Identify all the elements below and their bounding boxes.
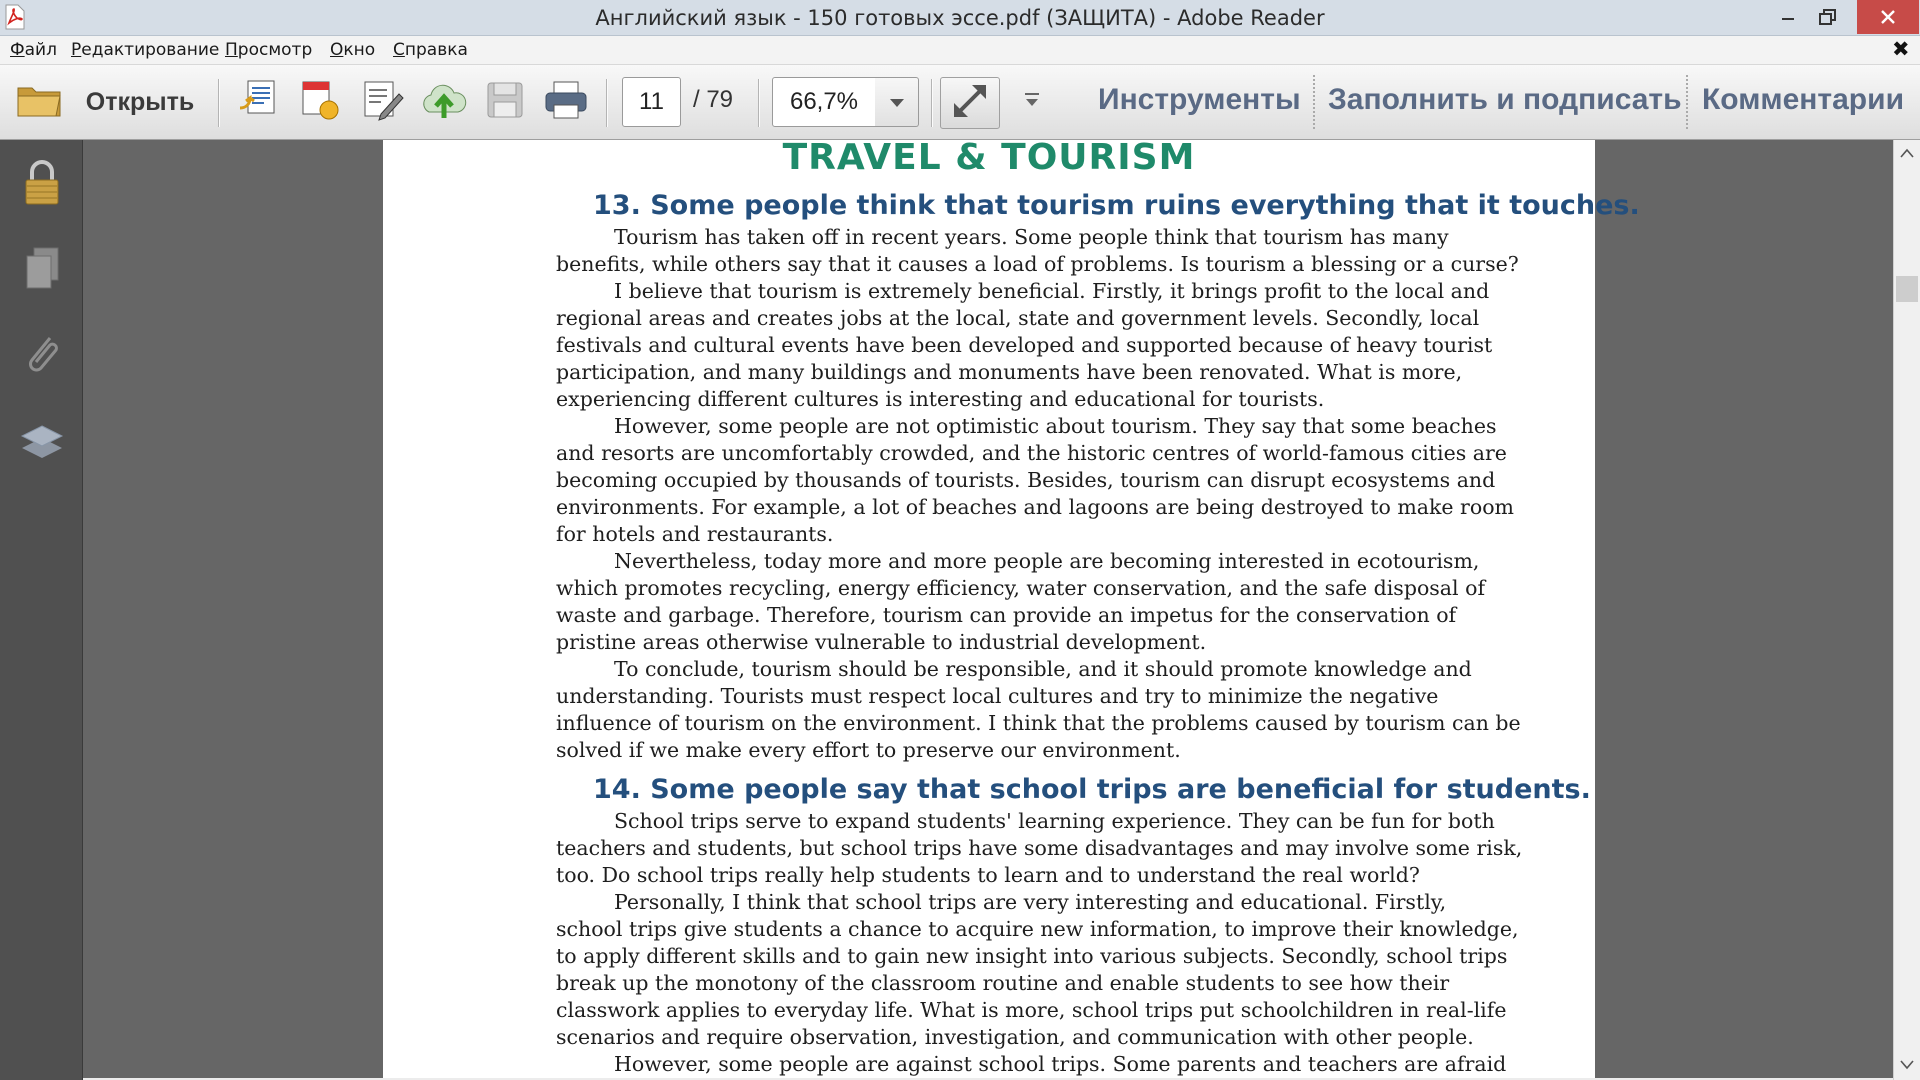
essay-line: teachers and students, but school trips have some disadvantages and may involve some risk, bbox=[556, 836, 1523, 860]
menu-window[interactable]: Окно bbox=[330, 40, 376, 60]
close-window-button[interactable] bbox=[1857, 0, 1919, 34]
menu-file[interactable]: Файл bbox=[10, 40, 57, 60]
scrollbar-thumb[interactable] bbox=[1896, 276, 1918, 302]
comments-link[interactable]: Комментарии bbox=[1702, 83, 1905, 116]
save-button[interactable] bbox=[480, 79, 530, 125]
essay-line: becoming occupied by thousands of tourists. Besides, tourism can disrupt ecosystems and bbox=[556, 468, 1496, 492]
restore-button[interactable] bbox=[1810, 0, 1846, 34]
page-number-input[interactable]: 11 bbox=[622, 77, 681, 127]
essay-line: Personally, I think that school trips are very interesting and educational. Firstly, bbox=[614, 890, 1447, 914]
edit-pdf-button[interactable] bbox=[357, 79, 407, 125]
expand-arrows-icon bbox=[950, 81, 990, 125]
layers-icon[interactable] bbox=[17, 414, 67, 466]
floppy-disk-icon bbox=[483, 78, 527, 126]
edit-document-icon bbox=[359, 78, 405, 126]
upload-button[interactable] bbox=[418, 79, 470, 125]
essay-line: However, some people are not optimistic about tourism. They say that some beaches bbox=[614, 414, 1497, 438]
fill-and-sign-link[interactable]: Заполнить и подписать bbox=[1328, 83, 1682, 116]
essay-line: scenarios and require observation, investigation, and communication with other people. bbox=[556, 1025, 1474, 1049]
essay-line: participation, and many buildings and monuments have been renovated. What is more, bbox=[556, 360, 1463, 384]
essay-line: too. Do school trips really help students to learn and to understand the real world? bbox=[556, 863, 1420, 887]
essay-line: experiencing different cultures is interesting and educational for tourists. bbox=[556, 387, 1325, 411]
essay-line: influence of tourism on the environment. I think that the problems caused by tourism can be bbox=[556, 711, 1521, 735]
scroll-down-icon[interactable] bbox=[1900, 1058, 1914, 1072]
tools-pane-link[interactable]: Инструменты bbox=[1098, 83, 1301, 116]
zoom-input[interactable]: 66,7% bbox=[772, 77, 876, 127]
full-screen-button[interactable] bbox=[940, 77, 1000, 129]
essay-line: pristine areas otherwise vulnerable to industrial development. bbox=[556, 630, 1207, 654]
essay-line: I believe that tourism is extremely beneficial. Firstly, it brings profit to the local and bbox=[614, 279, 1490, 303]
essay-line: break up the monotony of the classroom routine and enable students to see how their bbox=[556, 971, 1450, 995]
menu-help[interactable]: Справка bbox=[393, 40, 468, 60]
essay-line: understanding. Tourists must respect local cultures and try to minimize the negative bbox=[556, 684, 1439, 708]
close-document-icon[interactable]: ✖ bbox=[1892, 37, 1910, 61]
section-title: TRAVEL & TOURISM bbox=[782, 140, 1196, 178]
create-pdf-button[interactable] bbox=[234, 79, 284, 125]
essay-line: School trips serve to expand students' learning experience. They can be fun for both bbox=[614, 809, 1495, 833]
print-button[interactable] bbox=[540, 79, 592, 125]
essay-line: which promotes recycling, energy efficiency, water conservation, and the safe disposal of bbox=[556, 576, 1486, 600]
essay-line: waste and garbage. Therefore, tourism can provide an impetus for the conservation of bbox=[556, 603, 1457, 627]
printer-icon bbox=[542, 78, 590, 126]
essay-line: for hotels and restaurants. bbox=[556, 522, 834, 546]
essay-line: regional areas and creates jobs at the local, state and government levels. Secondly, local bbox=[556, 306, 1480, 330]
export-pdf-button[interactable] bbox=[295, 79, 345, 125]
lock-icon[interactable] bbox=[17, 156, 67, 208]
scroll-up-icon[interactable] bbox=[1900, 146, 1914, 160]
dropdown-menu-icon bbox=[1023, 91, 1041, 113]
toolbar-options-button[interactable] bbox=[1016, 79, 1048, 125]
navigation-pane bbox=[0, 140, 83, 1080]
create-pdf-icon bbox=[236, 78, 282, 126]
essay-line: benefits, while others say that it causes a load of problems. Is tourism a blessing or a curse? bbox=[556, 252, 1519, 276]
chevron-down-icon bbox=[889, 93, 905, 112]
toolbar bbox=[0, 65, 1920, 140]
essay-line: and resorts are uncomfortably crowded, and the historic centres of world-famous cities are bbox=[556, 441, 1507, 465]
open-label: Открыть bbox=[85, 87, 195, 116]
menu-edit[interactable]: Редактирование bbox=[71, 40, 220, 60]
folder-icon bbox=[16, 80, 64, 124]
minimize-button[interactable] bbox=[1770, 0, 1806, 34]
title-bar bbox=[0, 0, 1920, 36]
essay-heading-14: 14. Some people say that school trips are beneficial for students. bbox=[593, 774, 1591, 805]
pages-icon[interactable] bbox=[17, 242, 67, 294]
page-total: / 79 bbox=[693, 86, 734, 113]
window-title: Английский язык - 150 готовых эссе.pdf (ЗАЩИТА) - Adobe Reader bbox=[595, 6, 1325, 30]
menu-view[interactable]: Просмотр bbox=[225, 40, 313, 60]
essay-line: Nevertheless, today more and more people are becoming interested in ecotourism, bbox=[614, 549, 1480, 573]
menu-bar bbox=[0, 36, 1920, 65]
essay-line: to apply different skills and to gain new insight into various subjects. Secondly, school trips bbox=[556, 944, 1508, 968]
essay-line: To conclude, tourism should be responsible, and it should promote knowledge and bbox=[614, 657, 1472, 681]
essay-line: school trips give students a chance to acquire new information, to improve their knowledge, bbox=[556, 917, 1519, 941]
export-pdf-icon bbox=[297, 78, 343, 126]
open-button[interactable] bbox=[10, 79, 200, 125]
essay-line: solved if we make every effort to preserve our environment. bbox=[556, 738, 1181, 762]
pdf-page bbox=[383, 140, 1640, 1080]
document-viewer[interactable] bbox=[83, 140, 1893, 1080]
zoom-dropdown-button[interactable] bbox=[875, 77, 919, 127]
essay-line: festivals and cultural events have been developed and supported because of heavy tourist bbox=[556, 333, 1493, 357]
essay-line: However, some people are against school trips. Some parents and teachers are afraid bbox=[614, 1052, 1507, 1076]
essay-line: classwork applies to everyday life. What is more, school trips put schoolchildren in real-life bbox=[556, 998, 1507, 1022]
vertical-scrollbar[interactable] bbox=[1893, 140, 1920, 1080]
cloud-upload-icon bbox=[419, 78, 469, 126]
essay-line: environments. For example, a lot of beaches and lagoons are being destroyed to make room bbox=[556, 495, 1514, 519]
paperclip-icon[interactable] bbox=[17, 328, 67, 380]
essay-heading-13: 13. Some people think that tourism ruins everything that it touches. bbox=[593, 190, 1640, 221]
essay-line: Tourism has taken off in recent years. Some people think that tourism has many bbox=[614, 225, 1449, 249]
